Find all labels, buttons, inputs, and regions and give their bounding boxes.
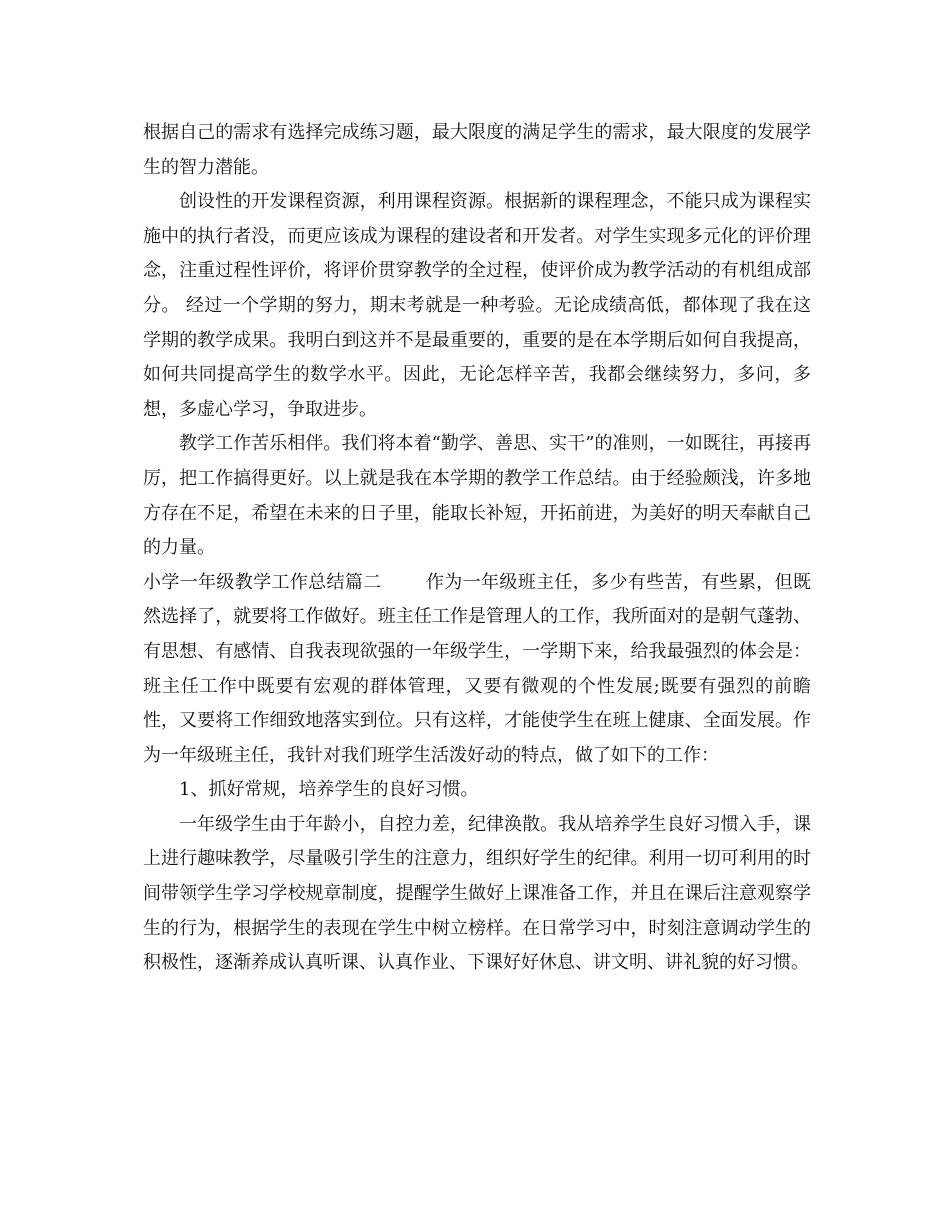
paragraph-item-heading: 1、抓好常规，培养学生的良好习惯。: [179, 779, 479, 801]
paragraph-curriculum-resources: 创设性的开发课程资源，利用课程资源。根据新的课程理念，不能只成为课程实施中的执行者没，而更应该成为课程的建设者和开发者。对学生实现多元化的评价理念，注重过程性评价，将评价贯穿教学的全过程，使评价成为教学活动的有机组成部分。 经过一个学期的努力，期末考就是一种考验。无论成绩高低，都体现了我在这学期的教学成果。我明白到这并不是最重要的，重要的是在本学期后如何自我提高，如何共同提高学生的数学水平。因此，无论怎样辛苦，我都会继续努力，多问，多想，多虚心学习，争取进步。: [143, 191, 811, 420]
section-intro: 作为一年级班主任，多少有些苦，有些累，但既然选择了，就要将工作做好。班主任工作是管理人的工作，我所面对的是朝气蓬勃、有思想、有感情、自我表现欲强的一年级学生，一学期下来，给我最强烈的体会是：班主任工作中既要有宏观的群体管理，又要有微观的个性发展;既要有强烈的前瞻性，又要将工作细致地落实到位。只有这样，才能使学生在班上健康、全面发展。作为一年级班主任，我针对我们班学生活泼好动的特点，做了如下的工作：: [143, 571, 812, 766]
document-body: [143, 116, 811, 981]
paragraph-section-two: [143, 566, 811, 774]
paragraph-conclusion: 教学工作苦乐相伴。我们将本着“勤学、善思、实干”的准则，一如既往，再接再厉，把工作搞得更好。以上就是我在本学期的教学工作总结。由于经验颇浅，许多地方存在不足，希望在未来的日子里，能取长补短，开拓前进，为美好的明天奉献自己的力量。: [143, 433, 811, 559]
section-title: 小学一年级教学工作总结篇二: [143, 571, 382, 593]
paragraph-continuation: 根据自己的需求有选择完成练习题，最大限度的满足学生的需求，最大限度的发展学生的智力潜能。: [143, 122, 811, 178]
paragraph-habits: 一年级学生由于年龄小，自控力差，纪律涣散。我从培养学生良好习惯入手，课上进行趣味教学，尽量吸引学生的注意力，组织好学生的纪律。利用一切可利用的时间带领学生学习学校规章制度，提醒学生做好上课准备工作，并且在课后注意观察学生的行为，根据学生的表现在学生中树立榜样。在日常学习中，时刻注意调动学生的积极性，逐渐养成认真听课、认真作业、下课好好休息、讲文明、讲礼貌的好习惯。: [143, 813, 811, 974]
